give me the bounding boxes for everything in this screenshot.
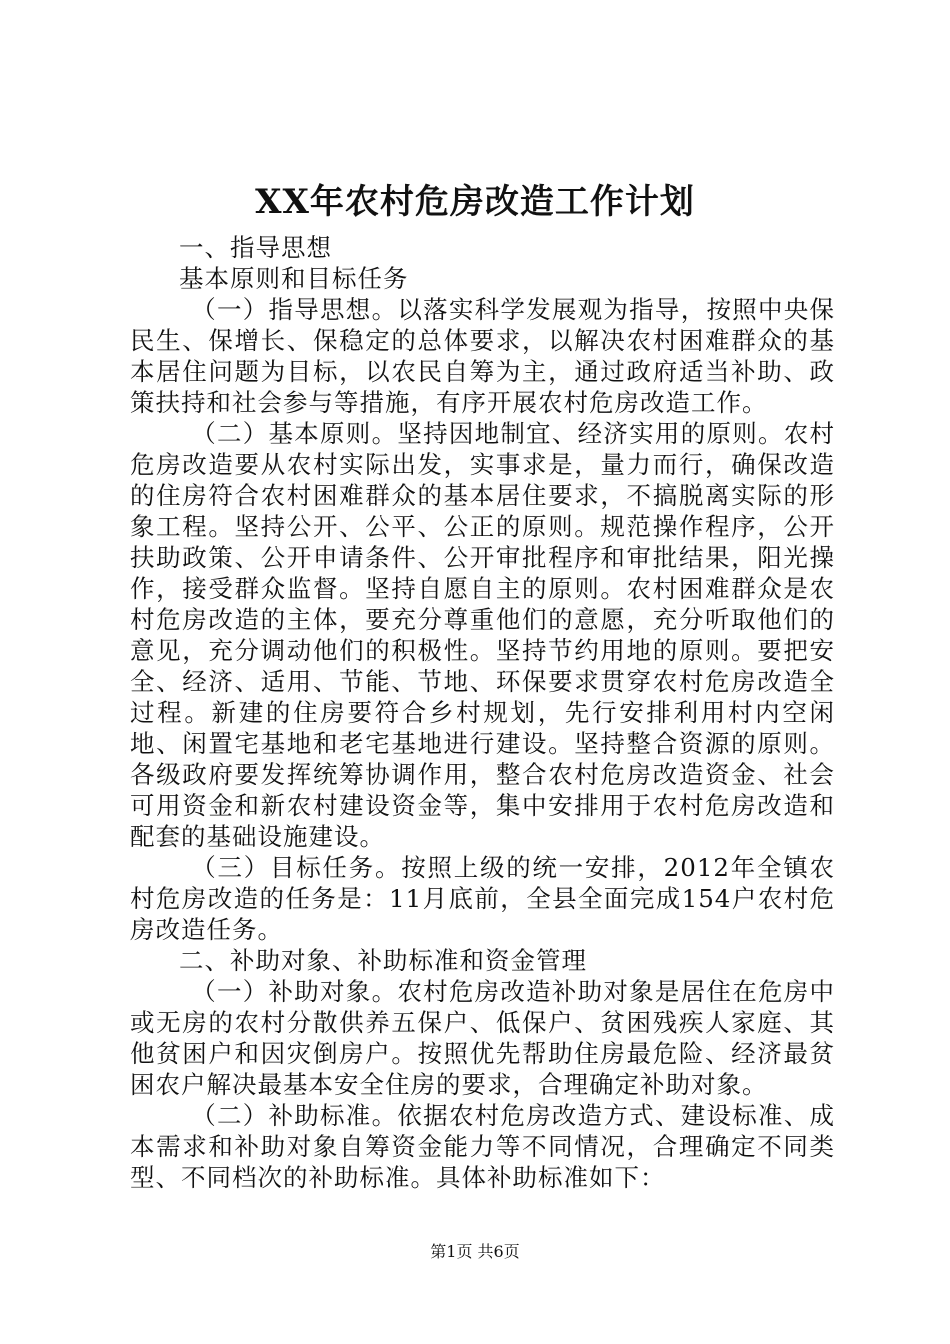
document-body bbox=[130, 232, 835, 1193]
page-number: 第1页 共6页 bbox=[430, 1242, 520, 1261]
paragraph: （一）指导思想。以落实科学发展观为指导，按照中央保民生、保增长、保稳定的总体要求，以解决农村困难群众的基本居住问题为目标，以农民自筹为主，通过政府适当补助、政策扶持和社会参与等措施，有序开展农村危房改造工作。 bbox=[130, 295, 835, 417]
paragraph: （三）目标任务。按照上级的统一安排，2012年全镇农村危房改造的任务是：11月底前，全县全面完成154户农村危房改造任务。 bbox=[130, 853, 835, 944]
section-heading: 二、补助对象、补助标准和资金管理 bbox=[179, 946, 587, 975]
section-subheading: 基本原则和目标任务 bbox=[179, 264, 409, 293]
paragraph: （二）补助标准。依据农村危房改造方式、建设标准、成本需求和补助对象自筹资金能力等不同情况，合理确定不同类型、不同档次的补助标准。具体补助标准如下： bbox=[130, 1101, 835, 1192]
paragraph: （一）补助对象。农村危房改造补助对象是居住在危房中或无房的农村分散供养五保户、低保户、贫困残疾人家庭、其他贫困户和因灾倒房户。按照优先帮助住房最危险、经济最贫困农户解决最基本安全住房的要求，合理确定补助对象。 bbox=[130, 977, 835, 1099]
section-heading: 一、指导思想 bbox=[179, 233, 332, 262]
document-title: XX年农村危房改造工作计划 bbox=[255, 182, 695, 222]
paragraph: （二）基本原则。坚持因地制宜、经济实用的原则。农村危房改造要从农村实际出发，实事求是，量力而行，确保改造的住房符合农村困难群众的基本居住要求，不搞脱离实际的形象工程。坚持公开、公平、公正的原则。规范操作程序，公开扶助政策、公开申请条件、公开审批程序和审批结果，阳光操作，接受群众监督。坚持自愿自主的原则。农村困难群众是农村危房改造的主体，要充分尊重他们的意愿，充分听取他们的意见，充分调动他们的积极性。坚持节约用地的原则。要把安全、经济、适用、节能、节地、环保要求贯穿农村危房改造全过程。新建的住房要符合乡村规划，先行安排利用村内空闲地、闲置宅基地和老宅基地进行建设。坚持整合资源的原则。各级政府要发挥统筹协调作用，整合农村危房改造资金、社会可用资金和新农村建设资金等，集中安排用于农村危房改造和配套的基础设施建设。 bbox=[130, 419, 835, 851]
